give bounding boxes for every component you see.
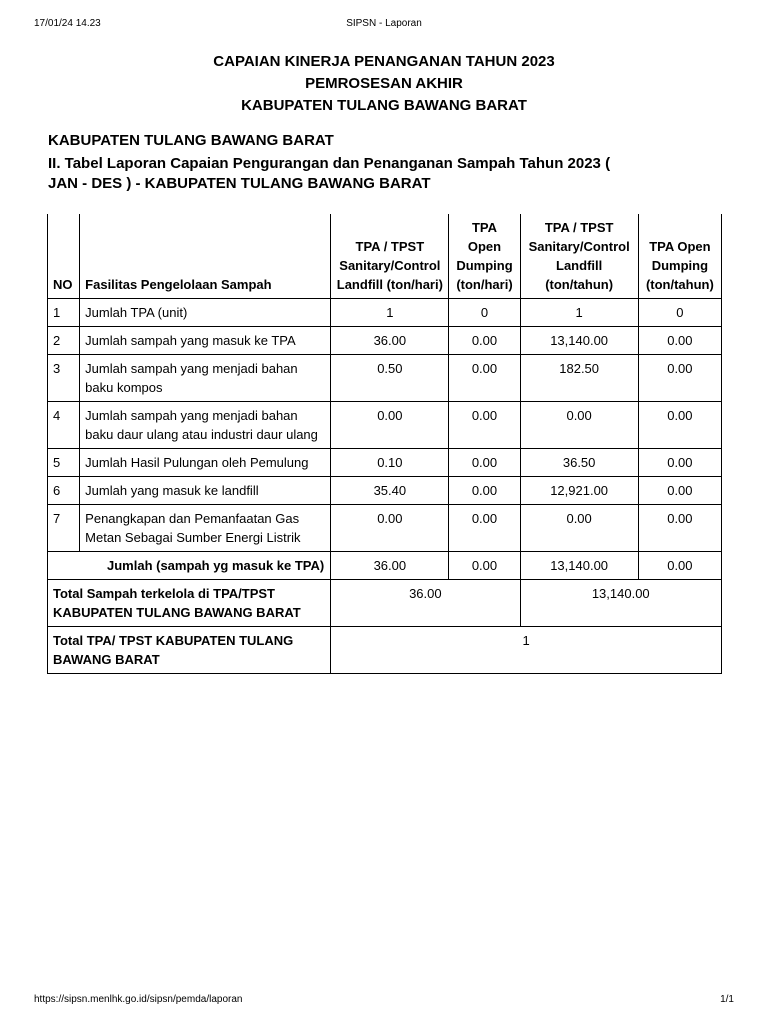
row-value: 0.00 — [638, 477, 721, 505]
table-row — [48, 449, 722, 477]
table-title-line-2: JAN - DES ) - KABUPATEN TULANG BAWANG BARAT — [48, 175, 431, 192]
header-open-dumping-per-year: TPA Open Dumping (ton/tahun) — [638, 214, 721, 299]
section-heading — [48, 131, 728, 194]
sum-value: 0.00 — [638, 552, 721, 580]
header-no: NO — [48, 214, 80, 299]
sum-row-label: Jumlah (sampah yg masuk ke TPA) — [48, 552, 331, 580]
header-landfill-per-day: TPA / TPST Sanitary/Control Landfill (ton/hari) — [331, 214, 449, 299]
row-value: 0.10 — [331, 449, 449, 477]
table-row — [48, 327, 722, 355]
table-row — [48, 355, 722, 402]
total-managed-label: Total Sampah terkelola di TPA/TPST KABUPATEN TULANG BAWANG BARAT — [48, 580, 331, 627]
row-label: Jumlah sampah yang masuk ke TPA — [80, 327, 331, 355]
row-value: 0.00 — [638, 449, 721, 477]
row-label: Jumlah yang masuk ke landfill — [80, 477, 331, 505]
table-row — [48, 505, 722, 552]
row-label: Jumlah sampah yang menjadi bahan baku daur ulang atau industri daur ulang — [80, 402, 331, 449]
region-heading: KABUPATEN TULANG BAWANG BARAT — [48, 132, 334, 149]
row-value: 0.00 — [449, 327, 520, 355]
total-managed-per-year: 13,140.00 — [520, 580, 722, 627]
row-value: 182.50 — [520, 355, 638, 402]
row-value: 0 — [638, 299, 721, 327]
header-facility: Fasilitas Pengelolaan Sampah — [80, 214, 331, 299]
table-header-row — [48, 214, 722, 299]
row-value: 35.40 — [331, 477, 449, 505]
report-title-line-3: KABUPATEN TULANG BAWANG BARAT — [241, 97, 527, 114]
row-value: 12,921.00 — [520, 477, 638, 505]
report-title-line-2: PEMROSESAN AKHIR — [305, 75, 463, 92]
row-value: 0.00 — [638, 355, 721, 402]
row-value: 0.00 — [331, 402, 449, 449]
row-value: 13,140.00 — [520, 327, 638, 355]
report-title-block — [0, 51, 768, 117]
row-label: Penangkapan dan Pemanfaatan Gas Metan Sebagai Sumber Energi Listrik — [80, 505, 331, 552]
row-value: 0.00 — [449, 477, 520, 505]
table-row — [48, 477, 722, 505]
row-value: 0.00 — [638, 402, 721, 449]
row-value: 0.00 — [331, 505, 449, 552]
row-no: 2 — [48, 327, 80, 355]
print-url: https://sipsn.menlhk.go.id/sipsn/pemda/laporan — [34, 994, 243, 1005]
print-page-number: 1/1 — [720, 994, 734, 1005]
table-title-line-1: II. Tabel Laporan Capaian Pengurangan dan Penanganan Sampah Tahun 2023 ( — [48, 155, 611, 172]
row-value: 1 — [331, 299, 449, 327]
row-no: 4 — [48, 402, 80, 449]
total-tpa-label: Total TPA/ TPST KABUPATEN TULANG BAWANG BARAT — [48, 627, 331, 674]
row-value: 0.00 — [449, 449, 520, 477]
row-value: 0.00 — [449, 355, 520, 402]
print-datetime: 17/01/24 14.23 — [34, 18, 101, 29]
sum-value: 36.00 — [331, 552, 449, 580]
row-label: Jumlah TPA (unit) — [80, 299, 331, 327]
sum-value: 13,140.00 — [520, 552, 638, 580]
row-value: 0.00 — [449, 505, 520, 552]
row-value: 1 — [520, 299, 638, 327]
print-footer — [34, 993, 734, 1007]
row-no: 3 — [48, 355, 80, 402]
row-value: 0.00 — [638, 505, 721, 552]
row-label: Jumlah Hasil Pulungan oleh Pemulung — [80, 449, 331, 477]
row-no: 5 — [48, 449, 80, 477]
total-managed-row — [48, 580, 722, 627]
sum-row — [48, 552, 722, 580]
report-title-line-1: CAPAIAN KINERJA PENANGANAN TAHUN 2023 — [213, 53, 555, 70]
row-value: 0 — [449, 299, 520, 327]
total-tpa-row — [48, 627, 722, 674]
sum-value: 0.00 — [449, 552, 520, 580]
row-value: 36.50 — [520, 449, 638, 477]
total-managed-per-day: 36.00 — [331, 580, 520, 627]
row-value: 0.00 — [520, 402, 638, 449]
row-value: 0.00 — [449, 402, 520, 449]
row-value: 0.00 — [520, 505, 638, 552]
print-page-title: SIPSN - Laporan — [346, 18, 422, 29]
row-value: 0.50 — [331, 355, 449, 402]
report-table — [47, 214, 722, 674]
table-row — [48, 402, 722, 449]
print-header — [34, 17, 734, 31]
row-label: Jumlah sampah yang menjadi bahan baku kompos — [80, 355, 331, 402]
total-tpa-value: 1 — [331, 627, 722, 674]
header-open-dumping-per-day: TPA Open Dumping (ton/hari) — [449, 214, 520, 299]
row-no: 7 — [48, 505, 80, 552]
table-row — [48, 299, 722, 327]
row-value: 36.00 — [331, 327, 449, 355]
row-no: 6 — [48, 477, 80, 505]
row-value: 0.00 — [638, 327, 721, 355]
row-no: 1 — [48, 299, 80, 327]
header-landfill-per-year: TPA / TPST Sanitary/Control Landfill (ton/tahun) — [520, 214, 638, 299]
